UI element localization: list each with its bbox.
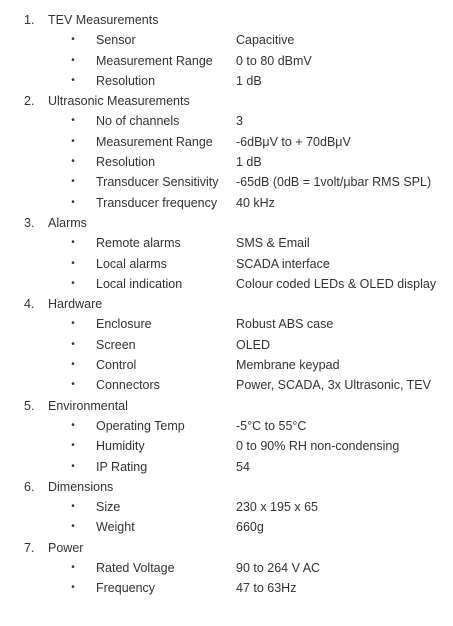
bullet-icon: • [71,196,75,208]
bullet-icon: • [71,460,75,472]
bullet-icon: • [71,419,75,431]
spec-label: Connectors [96,378,160,393]
section-number: 4. [24,297,35,312]
spec-value: SMS & Email [236,236,310,251]
spec-value: Capacitive [236,33,295,48]
spec-value: Colour coded LEDs & OLED display [236,276,437,291]
bullet-icon: • [71,440,75,452]
bullet-icon: • [71,359,75,371]
section-title: Ultrasonic Measurements [48,94,190,109]
bullet-icon: • [71,54,75,66]
spec-row [0,71,453,91]
spec-row [0,193,453,213]
spec-row [0,254,453,274]
spec-value: -6dBμV to + 70dBμV [236,134,351,149]
section-heading [0,10,453,30]
bullet-icon: • [71,562,75,574]
spec-label: Operating Temp [96,418,185,433]
spec-label: Sensor [96,33,136,48]
spec-row [0,517,453,537]
spec-label: Humidity [96,439,145,454]
spec-row [0,335,453,355]
spec-value: 1 dB [236,155,262,170]
bullet-icon: • [71,501,75,513]
spec-label: Local alarms [96,256,167,271]
spec-list [0,10,453,599]
spec-value: 47 to 63Hz [236,581,297,596]
spec-label: Control [96,358,137,373]
spec-label: Local indication [96,276,183,291]
section-heading [0,538,453,558]
bullet-icon: • [71,176,75,188]
spec-value: -5°C to 55°C [236,418,307,433]
spec-value: 230 x 195 x 65 [236,500,319,515]
section-heading [0,477,453,497]
section-title: TEV Measurements [48,13,159,27]
spec-value: -65dB (0dB = 1volt/μbar RMS SPL) [236,175,432,190]
spec-value: 3 [236,114,243,129]
spec-row [0,152,453,172]
spec-label: No of channels [96,114,180,129]
bullet-icon: • [71,257,75,269]
bullet-icon: • [71,521,75,533]
section-heading [0,396,453,416]
spec-value: 1 dB [236,73,262,88]
bullet-icon: • [71,74,75,86]
section-heading [0,294,453,314]
bullet-icon: • [71,115,75,127]
section-heading [0,91,453,111]
section-title: Environmental [48,398,128,413]
spec-label: IP Rating [96,459,148,474]
section-heading [0,213,453,233]
spec-label: Transducer Sensitivity [96,175,219,190]
spec-row [0,578,453,598]
spec-value: 54 [236,459,250,474]
section-number: 7. [24,540,35,555]
section-number: 1. [24,13,35,27]
spec-label: Size [96,500,121,515]
spec-label: Enclosure [96,317,152,332]
section-number: 6. [24,479,35,494]
bullet-icon: • [71,156,75,168]
spec-row [0,355,453,375]
spec-label: Rated Voltage [96,561,175,576]
spec-row [0,172,453,192]
section-title: Dimensions [48,479,114,494]
bullet-icon: • [71,318,75,330]
spec-value: Membrane keypad [236,358,340,373]
spec-value: Power, SCADA, 3x Ultrasonic, TEV [236,378,431,393]
spec-row [0,436,453,456]
spec-row [0,457,453,477]
spec-value: 0 to 80 dBmV [236,53,312,68]
spec-label: Resolution [96,155,156,170]
spec-value: 90 to 264 V AC [236,561,321,576]
spec-row [0,274,453,294]
spec-label: Resolution [96,73,156,88]
spec-value: 40 kHz [236,195,275,210]
spec-value: 660g [236,520,264,535]
section-title: Power [48,540,84,555]
spec-row [0,416,453,436]
section-title: Alarms [48,215,87,230]
section-number: 2. [24,94,35,109]
bullet-icon: • [71,379,75,391]
spec-label: Weight [96,520,135,535]
spec-value: 0 to 90% RH non-condensing [236,439,400,454]
spec-row [0,375,453,395]
spec-value: SCADA interface [236,256,330,271]
section-number: 3. [24,215,35,230]
bullet-icon: • [71,338,75,350]
spec-row [0,30,453,50]
section-title: Hardware [48,297,103,312]
spec-row [0,51,453,71]
spec-label: Measurement Range [96,134,213,149]
spec-value: Robust ABS case [236,317,334,332]
spec-row [0,497,453,517]
spec-row [0,132,453,152]
bullet-icon: • [71,34,75,46]
spec-label: Screen [96,337,136,352]
section-number: 5. [24,398,35,413]
spec-label: Remote alarms [96,236,181,251]
spec-row [0,233,453,253]
spec-row [0,314,453,334]
bullet-icon: • [71,582,75,594]
bullet-icon: • [71,135,75,147]
bullet-icon: • [71,237,75,249]
bullet-icon: • [71,277,75,289]
spec-row [0,111,453,131]
spec-label: Measurement Range [96,53,213,68]
spec-label: Transducer frequency [96,195,218,210]
spec-value: OLED [236,337,271,352]
spec-label: Frequency [96,581,156,596]
spec-row [0,558,453,578]
